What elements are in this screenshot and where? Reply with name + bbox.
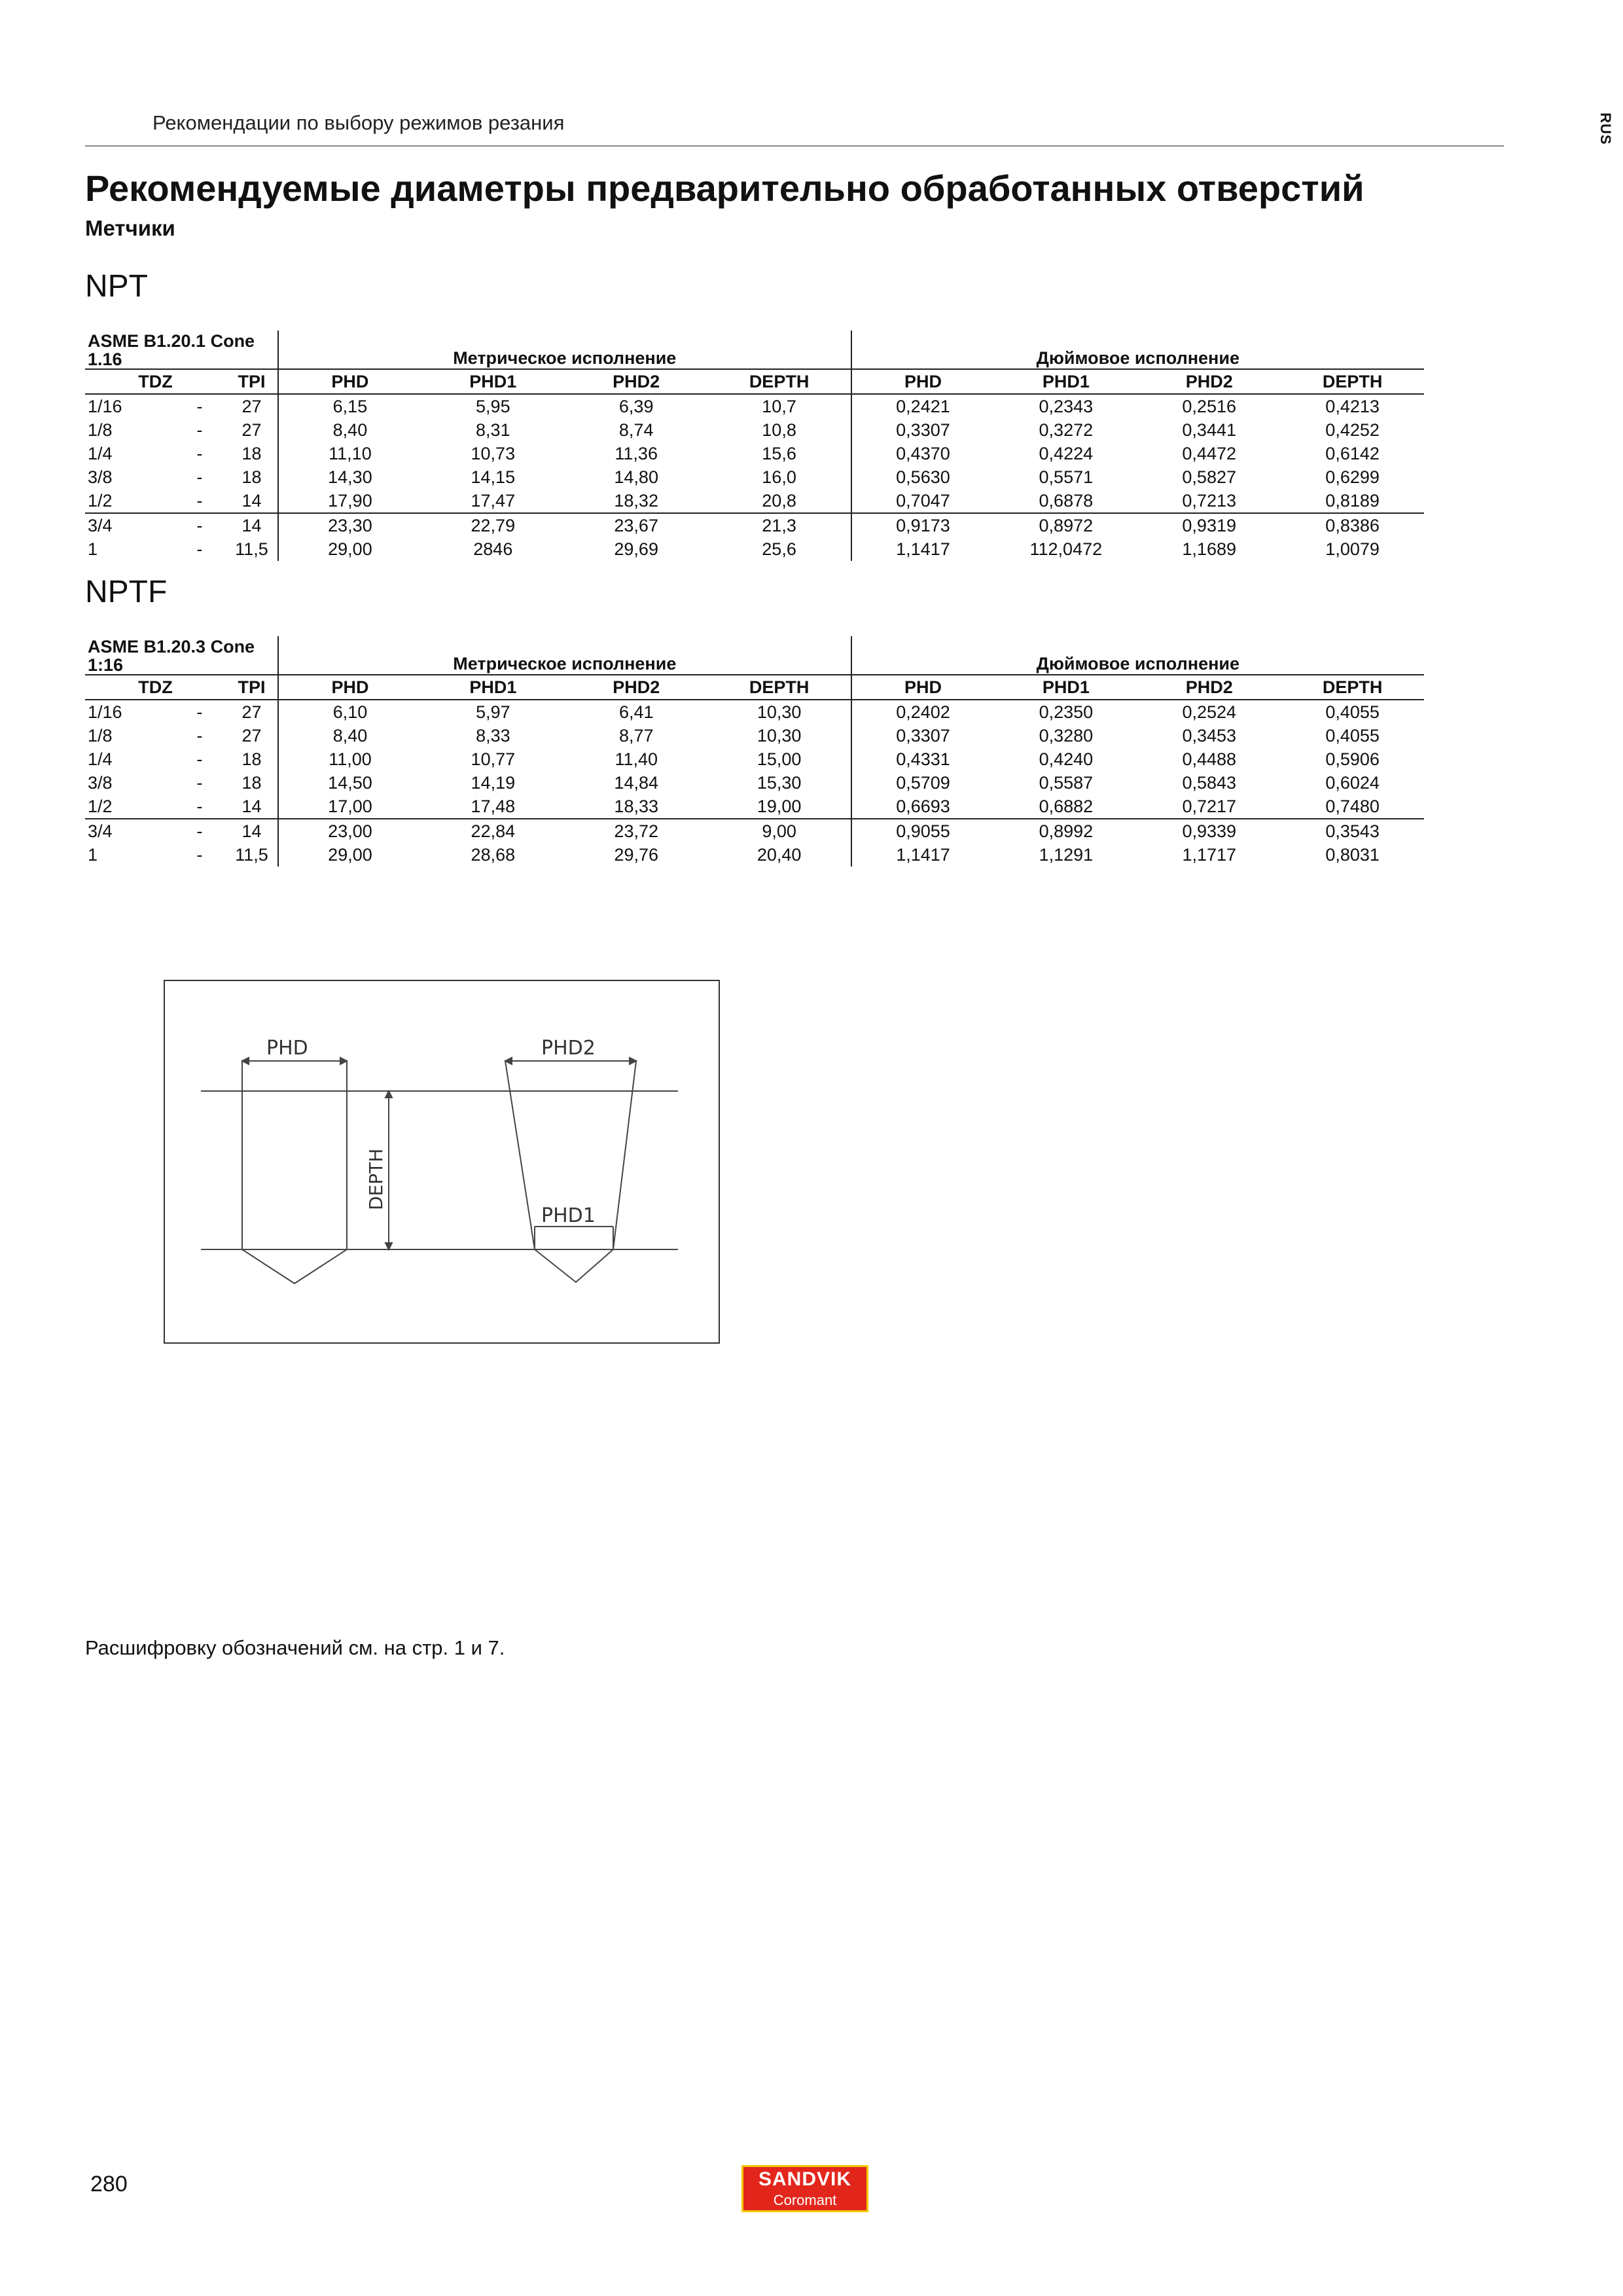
logo-brand: SANDVIK bbox=[758, 2168, 851, 2190]
table-cell: 1,0079 bbox=[1325, 539, 1380, 559]
table-cell: 17,90 bbox=[278, 489, 421, 513]
table-cell: 18 bbox=[241, 773, 262, 793]
running-header: Рекомендации по выбору режимов резания bbox=[152, 111, 565, 134]
table-cell: - bbox=[196, 467, 203, 487]
table-cell: 0,8972 bbox=[994, 513, 1137, 537]
table-row bbox=[85, 747, 1424, 771]
table-cell: 0,5827 bbox=[1182, 467, 1236, 487]
table-cell: 29,00 bbox=[278, 843, 421, 867]
table-cell: 3/4 bbox=[85, 819, 173, 843]
npt-column-header: PHD bbox=[278, 369, 421, 394]
table-cell: 0,8031 bbox=[1325, 845, 1380, 865]
table-cell: 18 bbox=[241, 749, 262, 769]
table-cell: 0,6878 bbox=[1039, 491, 1094, 511]
table-cell: 0,6882 bbox=[1039, 797, 1094, 816]
table-cell: 0,3307 bbox=[851, 418, 995, 442]
npt-inch-group-header: Дюймовое исполнение bbox=[851, 331, 1425, 369]
table-cell: 1,1291 bbox=[1039, 845, 1094, 865]
table-cell: 1 bbox=[88, 539, 98, 559]
table-cell: 6,15 bbox=[278, 394, 421, 418]
table-cell: 17,48 bbox=[471, 797, 516, 816]
table-cell: 11,10 bbox=[278, 442, 421, 465]
nptf-column-header: PHD1 bbox=[421, 675, 565, 700]
npt-column-header: DEPTH bbox=[1281, 369, 1424, 394]
table-cell: 0,8386 bbox=[1281, 513, 1424, 537]
table-cell: 0,2402 bbox=[851, 700, 995, 724]
table-cell: 112,0472 bbox=[1029, 539, 1103, 559]
table-cell: - bbox=[196, 539, 203, 559]
table-cell: 0,8992 bbox=[994, 819, 1137, 843]
table-cell: 0,2421 bbox=[851, 394, 995, 418]
table-cell: 14,50 bbox=[278, 771, 421, 795]
table-cell: - bbox=[173, 819, 226, 843]
table-row bbox=[85, 513, 1424, 537]
npt-column-header: PHD1 bbox=[421, 369, 565, 394]
table-cell: 0,9319 bbox=[1137, 513, 1281, 537]
table-cell: 2846 bbox=[473, 539, 513, 559]
nptf-column-header: PHD1 bbox=[994, 675, 1137, 700]
table-cell: 15,6 bbox=[762, 444, 796, 463]
npt-column-header: TDZ bbox=[85, 369, 226, 394]
table-cell: 14 bbox=[241, 491, 262, 511]
npt-column-header: PHD bbox=[851, 369, 995, 394]
table-cell: 14,15 bbox=[471, 467, 516, 487]
nptf-column-header: PHD bbox=[851, 675, 995, 700]
table-cell: 10,77 bbox=[471, 749, 516, 769]
npt-standard-label: ASME B1.20.1 Cone 1.16 bbox=[85, 331, 278, 369]
header-divider bbox=[85, 145, 1504, 147]
table-cell: 15,00 bbox=[757, 749, 802, 769]
table-cell: 19,00 bbox=[757, 797, 802, 816]
table-cell: 0,4240 bbox=[1039, 749, 1094, 769]
nptf-column-header: PHD2 bbox=[1137, 675, 1281, 700]
table-cell: 0,3441 bbox=[1182, 420, 1236, 440]
nptf-column-header: PHD bbox=[278, 675, 421, 700]
label-phd2: PHD2 bbox=[541, 1037, 596, 1060]
table-cell: 6,10 bbox=[278, 700, 421, 724]
table-cell: 0,6299 bbox=[1325, 467, 1380, 487]
page-subtitle: Метчики bbox=[85, 216, 175, 240]
table-cell: 5,95 bbox=[476, 397, 510, 416]
table-cell: 16,0 bbox=[762, 467, 796, 487]
table-cell: 0,5906 bbox=[1325, 749, 1380, 769]
table-cell: 8,74 bbox=[618, 420, 654, 440]
table-cell: 1/2 bbox=[88, 797, 113, 816]
table-cell: 0,3453 bbox=[1182, 726, 1237, 745]
table-cell: 0,3543 bbox=[1281, 819, 1424, 843]
table-row bbox=[85, 537, 1424, 561]
table-cell: 14 bbox=[226, 513, 278, 537]
table-cell: 0,4055 bbox=[1325, 702, 1380, 722]
table-cell: 1/4 bbox=[88, 444, 113, 463]
table-cell: 0,4055 bbox=[1325, 726, 1380, 745]
table-cell: - bbox=[196, 726, 203, 745]
table-cell: 27 bbox=[241, 726, 262, 745]
table-cell: 0,4370 bbox=[851, 442, 995, 465]
table-cell: 20,8 bbox=[762, 491, 796, 511]
table-cell: 14,19 bbox=[471, 773, 516, 793]
table-cell: 15,30 bbox=[757, 773, 802, 793]
table-row bbox=[85, 489, 1424, 513]
table-cell: 1/16 bbox=[88, 397, 122, 416]
table-row bbox=[85, 771, 1424, 795]
table-cell: 8,40 bbox=[278, 724, 421, 747]
table-cell: - bbox=[196, 773, 203, 793]
table-cell: 1,1417 bbox=[851, 843, 995, 867]
table-cell: 27 bbox=[241, 702, 262, 722]
table-cell: 11,36 bbox=[615, 444, 658, 463]
page-number: 280 bbox=[90, 2172, 128, 2197]
table-cell: 10,30 bbox=[757, 702, 802, 722]
table-cell: 14,80 bbox=[614, 467, 658, 487]
table-cell: 10,8 bbox=[762, 420, 796, 440]
nptf-standard-label: ASME B1.20.3 Cone 1:16 bbox=[85, 636, 278, 675]
table-cell: 11,40 bbox=[615, 749, 658, 769]
page-title: Рекомендуемые диаметры предварительно обработанных отверстий bbox=[85, 168, 1364, 209]
table-row bbox=[85, 843, 1424, 867]
table-cell: - bbox=[196, 797, 203, 816]
table-cell: 1,1417 bbox=[851, 537, 995, 561]
table-cell: 1/8 bbox=[88, 420, 113, 440]
table-cell: 29,00 bbox=[278, 537, 421, 561]
table-cell: 29,69 bbox=[614, 539, 658, 559]
table-cell: 0,6693 bbox=[851, 795, 995, 819]
table-cell: 5,97 bbox=[476, 702, 510, 722]
table-cell: 1,1717 bbox=[1182, 845, 1237, 865]
sandvik-coromant-logo bbox=[741, 2165, 868, 2212]
table-cell: 8,77 bbox=[618, 726, 654, 745]
table-row bbox=[85, 394, 1424, 418]
table-cell: 14 bbox=[241, 797, 262, 816]
npt-column-header: TPI bbox=[226, 369, 278, 394]
table-cell: 1/8 bbox=[88, 726, 113, 745]
table-cell: 6,41 bbox=[618, 702, 654, 722]
table-cell: 11,00 bbox=[278, 747, 421, 771]
table-cell: 18,32 bbox=[614, 491, 658, 511]
table-cell: 6,39 bbox=[618, 397, 654, 416]
table-cell: 10,7 bbox=[762, 397, 796, 416]
hole-diagram bbox=[164, 980, 720, 1344]
npt-column-header: PHD2 bbox=[565, 369, 708, 394]
table-cell: 18,33 bbox=[614, 797, 658, 816]
table-cell: 0,3280 bbox=[1039, 726, 1094, 745]
table-cell: 0,6024 bbox=[1325, 773, 1380, 793]
table-cell: 3/8 bbox=[88, 467, 113, 487]
npt-metric-group-header: Метрическое исполнение bbox=[453, 348, 677, 368]
table-cell: 3/8 bbox=[88, 773, 113, 793]
npt-column-header: PHD1 bbox=[994, 369, 1137, 394]
table-cell: - bbox=[196, 491, 203, 511]
table-cell: 1 bbox=[88, 845, 98, 865]
table-cell: 0,2524 bbox=[1182, 702, 1237, 722]
table-cell: 25,6 bbox=[762, 539, 796, 559]
table-cell: 1/16 bbox=[88, 702, 122, 722]
table-cell: 0,7217 bbox=[1182, 797, 1237, 816]
table-cell: 8,40 bbox=[278, 418, 421, 442]
table-cell: - bbox=[196, 397, 203, 416]
table-cell: 0,5587 bbox=[1039, 773, 1094, 793]
table-cell: 27 bbox=[241, 420, 262, 440]
table-row bbox=[85, 465, 1424, 489]
nptf-column-header: PHD2 bbox=[565, 675, 708, 700]
table-cell: - bbox=[196, 420, 203, 440]
table-cell: - bbox=[196, 749, 203, 769]
table-cell: 0,4331 bbox=[851, 747, 995, 771]
table-cell: 28,68 bbox=[471, 845, 516, 865]
table-cell: 0,4213 bbox=[1325, 397, 1380, 416]
nptf-metric-group-header: Метрическое исполнение bbox=[453, 654, 677, 673]
table-cell: 0,6142 bbox=[1325, 444, 1380, 463]
label-depth: DEPTH bbox=[365, 1148, 387, 1210]
table-cell: 8,33 bbox=[476, 726, 510, 745]
table-cell: 0,9173 bbox=[851, 513, 995, 537]
table-cell: 0,3272 bbox=[1039, 420, 1094, 440]
table-cell: 29,76 bbox=[614, 845, 658, 865]
table-cell: 17,47 bbox=[471, 491, 516, 511]
table-cell: 20,40 bbox=[757, 845, 802, 865]
table-cell: 11,5 bbox=[235, 845, 268, 865]
table-row bbox=[85, 795, 1424, 819]
table-cell: 0,5571 bbox=[1039, 467, 1094, 487]
table-cell: 0,7480 bbox=[1325, 797, 1380, 816]
table-cell: 18 bbox=[241, 444, 262, 463]
table-cell: 22,84 bbox=[421, 819, 565, 843]
nptf-column-header: DEPTH bbox=[1281, 675, 1424, 700]
table-cell: 14,30 bbox=[278, 465, 421, 489]
designation-note: Расшифровку обозначений см. на стр. 1 и 7. bbox=[85, 1636, 505, 1659]
table-cell: 21,3 bbox=[708, 513, 851, 537]
table-cell: - bbox=[196, 444, 203, 463]
table-cell: 17,00 bbox=[278, 795, 421, 819]
npt-column-header: DEPTH bbox=[708, 369, 851, 394]
label-phd1: PHD1 bbox=[541, 1204, 596, 1227]
table-cell: - bbox=[173, 513, 226, 537]
table-cell: - bbox=[196, 845, 203, 865]
table-cell: 0,8189 bbox=[1325, 491, 1380, 511]
table-row bbox=[85, 418, 1424, 442]
table-cell: 0,7047 bbox=[851, 489, 995, 513]
table-cell: 11,5 bbox=[235, 539, 268, 559]
table-cell: 23,67 bbox=[565, 513, 708, 537]
table-cell: 0,4472 bbox=[1182, 444, 1236, 463]
table-cell: 0,3307 bbox=[851, 724, 995, 747]
table-cell: 10,73 bbox=[471, 444, 516, 463]
table-cell: 0,5843 bbox=[1182, 773, 1237, 793]
table-row bbox=[85, 700, 1424, 724]
table-cell: 18 bbox=[241, 467, 262, 487]
table-cell: 0,4224 bbox=[1039, 444, 1094, 463]
table-cell: 0,2350 bbox=[1039, 702, 1094, 722]
nptf-column-header: DEPTH bbox=[708, 675, 851, 700]
table-cell: 0,4252 bbox=[1325, 420, 1380, 440]
table-cell: 0,5709 bbox=[851, 771, 995, 795]
npt-heading: NPT bbox=[85, 269, 148, 304]
table-row bbox=[85, 819, 1424, 843]
table-cell: 3/4 bbox=[85, 513, 173, 537]
table-cell: 9,00 bbox=[708, 819, 851, 843]
table-cell: 23,72 bbox=[565, 819, 708, 843]
table-cell: - bbox=[196, 702, 203, 722]
npt-table bbox=[85, 331, 1424, 561]
table-cell: 22,79 bbox=[421, 513, 565, 537]
table-row bbox=[85, 442, 1424, 465]
table-row bbox=[85, 724, 1424, 747]
nptf-inch-group-header: Дюймовое исполнение bbox=[851, 636, 1425, 675]
table-cell: 0,2343 bbox=[1039, 397, 1094, 416]
label-phd: PHD bbox=[266, 1037, 308, 1060]
hole-diagram-svg bbox=[165, 981, 719, 1342]
table-cell: 0,9339 bbox=[1137, 819, 1281, 843]
table-cell: 1/2 bbox=[88, 491, 113, 511]
table-cell: 0,4488 bbox=[1182, 749, 1237, 769]
nptf-heading: NPTF bbox=[85, 575, 168, 609]
table-cell: 0,2516 bbox=[1182, 397, 1236, 416]
table-cell: 14 bbox=[226, 819, 278, 843]
npt-column-header: PHD2 bbox=[1137, 369, 1281, 394]
table-cell: 8,31 bbox=[476, 420, 510, 440]
table-cell: 23,00 bbox=[278, 819, 421, 843]
table-cell: 14,84 bbox=[614, 773, 658, 793]
table-cell: 0,5630 bbox=[851, 465, 995, 489]
nptf-column-header: TDZ bbox=[85, 675, 226, 700]
logo-subbrand: Coromant bbox=[773, 2192, 837, 2208]
table-cell: 23,30 bbox=[278, 513, 421, 537]
nptf-column-header: TPI bbox=[226, 675, 278, 700]
table-cell: 1/4 bbox=[88, 749, 113, 769]
language-tag: RUS bbox=[1597, 113, 1614, 145]
table-cell: 1,1689 bbox=[1182, 539, 1236, 559]
table-cell: 0,9055 bbox=[851, 819, 995, 843]
table-cell: 10,30 bbox=[757, 726, 802, 745]
nptf-table bbox=[85, 636, 1424, 867]
table-cell: 27 bbox=[241, 397, 262, 416]
table-cell: 0,7213 bbox=[1182, 491, 1236, 511]
